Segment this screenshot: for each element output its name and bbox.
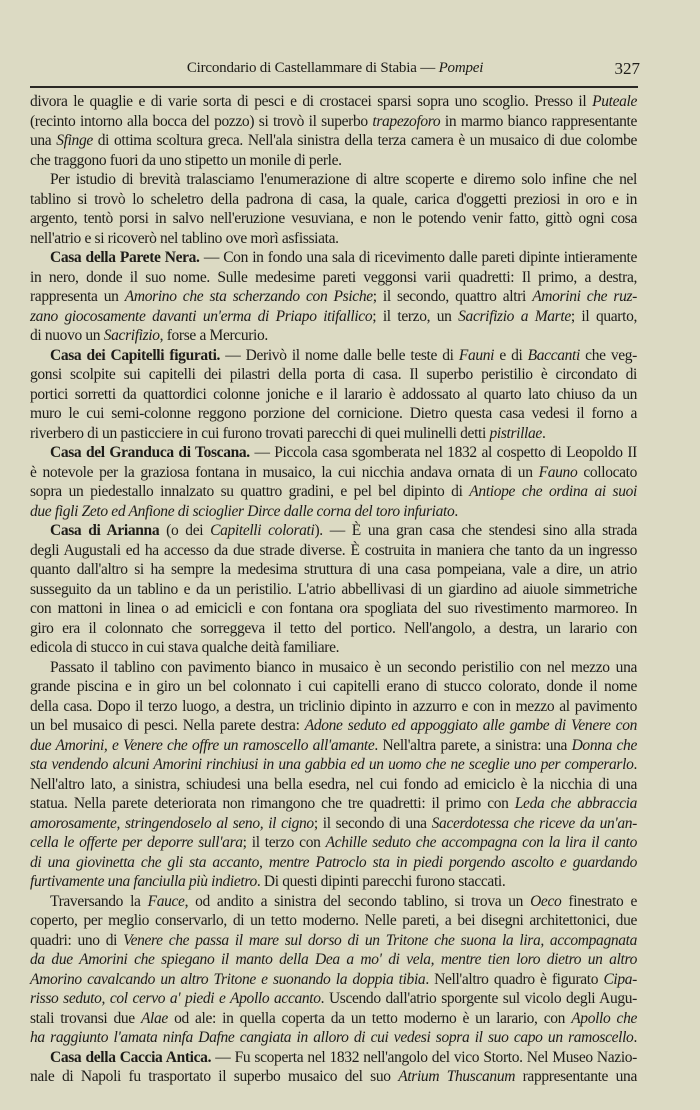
text-run: stali trovansi due (30, 1009, 141, 1027)
running-title-place: Pompei (438, 60, 484, 76)
text-line (30, 989, 637, 1009)
text-line (30, 307, 637, 327)
text-line (30, 326, 637, 346)
text-run: che traggono fuori da uno stipetto un monile di perle. (30, 151, 342, 169)
text-line (30, 521, 637, 541)
text-line (30, 911, 637, 931)
text-run: edicola di stucco in cui stava qualche deità familiare. (30, 639, 340, 656)
text-run: ). — È una gran casa che stendesi sino alla strada (314, 522, 637, 539)
text-run: . Nell'altra parete, a sinistra: una (374, 736, 572, 754)
text-run: statua. Nella parete deteriorata non rimangono che tre quadretti: il primo con (30, 795, 515, 812)
text-run: in nero, donde il suo nome. Sulle medesime pareti veggonsi varii quadretti: Il primo, a destra, (30, 268, 637, 286)
text-run: giro era il colonnato che sorreggeva il tetto del portico. Nell'angolo, a destra, un larario con (30, 619, 637, 637)
text-line (30, 814, 637, 834)
text-run: . Nell'altro quadro è figurato (425, 970, 604, 988)
text-line (30, 658, 637, 678)
text-run: una (30, 132, 57, 149)
text-run: (recinto intorno alla bocca del pozzo) si trovò il superbo (30, 112, 373, 130)
text-line (30, 755, 637, 775)
italic-text: due Amorini, e Venere che offre un ramoscello all'amante (30, 736, 375, 754)
running-header (30, 60, 640, 82)
text-run: che veg- (579, 346, 637, 364)
text-line (30, 287, 637, 307)
text-run: Traversando la (50, 892, 148, 910)
text-run: collocato (577, 463, 638, 481)
text-line (30, 424, 637, 444)
italic-text: Oeco (530, 892, 562, 910)
italic-text: Sacerdotessa che riceve da un'an- (431, 814, 637, 832)
text-line (30, 619, 637, 639)
italic-text: Alae (140, 1009, 168, 1027)
bold-heading-text: Casa del Granduca di Toscana. (50, 444, 250, 461)
italic-text: Venere che passa il mare sul dorso di un Tritone che suona la lira, accompagnata (123, 931, 637, 949)
italic-text: Donna che (571, 736, 637, 754)
text-line (30, 833, 637, 853)
italic-text: Apollo che (571, 1009, 638, 1027)
text-run: è notevole per la graziosa fontana in musaico, la cui nicchia andava ornata di un (30, 463, 539, 481)
text-run: in marmo bianco rappresentante (440, 112, 637, 130)
text-run: Passato il tablino con pavimento bianco in musaico è un secondo peristilio con nel mezzo una (50, 658, 637, 676)
text-run: ; il terzo, un (372, 307, 459, 325)
italic-text: sta vendendo alcuni Amorini rinchiusi in una gabbia ed un uomo che ne sceglie uno per comperarlo (30, 756, 634, 773)
italic-text: da due Amorini che spiegano il manto della Dea a mo' di vela, mentre tien loro dietro un altro (30, 951, 637, 968)
text-line (30, 638, 637, 658)
italic-text: due figli Zeto ed Anfione di scioglier Dirce dalle corna del toro infuriato (30, 502, 455, 520)
italic-text: cella le offerte per deporre sull'ara (30, 834, 243, 851)
bold-heading-text: Casa di Arianna (50, 522, 160, 539)
text-run: nell'atrio e si ricoverò nel tablino ove morì asfissiata. (30, 229, 339, 247)
text-run: , od andito a sinistra del secondo tablino, si trova un (184, 892, 531, 910)
text-run: ; il terzo con (242, 834, 326, 851)
bold-heading-text: Casa della Parete Nera. (50, 249, 200, 266)
text-run: . Di questi dipinti parecchi furono staccati. (256, 873, 506, 890)
text-run: divora le quaglie e di varie sorta di pesci e di crostacei sparsi sopra uno scoglio. Presso il (30, 93, 593, 110)
text-run: ; il quarto, (570, 307, 637, 325)
text-run: quanto dall'altro si ha sempre la medesima struttura di una casa pompeiana, vale a dire, un atrio (30, 561, 637, 578)
italic-text: Baccanti (527, 346, 580, 364)
text-run: rappresenta un (30, 288, 125, 305)
text-run: gonsi scolpite sui capitelli dei pilastri della porta di casa. Il superbo peristilio è circondato di (30, 366, 637, 383)
text-run: riverbero di un pasticciere in cui furono trovati parecchi di quei mulinelli detti (30, 424, 490, 442)
text-run: tablino si trovò lo scheletro della padrona di casa, la quale, carica d'oggetti preziosi in oro e in (30, 190, 637, 208)
text-run: un bel musaico di pesci. Nella parete destra: (30, 717, 305, 734)
text-run: Nell'altro lato, a sinistra, schiudesi una bella esedra, nel cui fondo ad emiciclo è la nicchia di una (30, 775, 637, 793)
text-run: (o dei (159, 522, 211, 539)
text-line (30, 385, 637, 405)
text-line (30, 229, 637, 249)
text-run: e di (494, 346, 528, 364)
text-run: sopra un piedestallo innalzato su quattro gradini, e pel bel dipinto di (30, 483, 470, 500)
italic-text: Atrium Thuscanum (398, 1068, 516, 1085)
text-line (30, 580, 637, 600)
italic-text: Amorino che sta scherzando con Psiche (124, 288, 373, 305)
text-run: susseguito da un tablino e da un peristilio. L'atrio abbellivasi di un giardino ad aiuole simmetriche (30, 580, 637, 598)
text-run: portici sorretti da quattordici colonne joniche e il larario è addossato al quarto lato chiuso da un (30, 385, 637, 403)
text-run: muro le cui semi-colonne reggono porzione del cornicione. Dietro questa casa vedesi il forno a (30, 405, 637, 422)
text-line (30, 151, 637, 171)
text-line (30, 853, 637, 873)
text-line (30, 950, 637, 970)
text-run: con mattoni in linea o ad emicicli e con fontana ora spogliata del suo rivestimento marmoreo. In (30, 600, 637, 617)
italic-text: Sacrifizio (103, 327, 160, 344)
text-line (30, 736, 637, 756)
text-run: od ale: in quella coperta da un tetto moderno è un larario, con (167, 1009, 572, 1027)
text-run: di nuovo un (30, 327, 104, 344)
italic-text: Amorino cavalcando un altro Tritone e suonando la doppia tibia (30, 970, 426, 988)
text-run: . Uscendo dall'atrio sporgente sul vicolo degli Augu- (320, 990, 637, 1007)
text-line (30, 404, 637, 424)
text-line (30, 248, 637, 268)
text-line (30, 1028, 637, 1048)
running-title-text: Circondario di Castellammare di Stabia — (186, 60, 439, 76)
bold-heading-text: Casa dei Capitelli figurati. (50, 346, 221, 364)
text-line (30, 1067, 637, 1087)
italic-text: Capitelli colorati (210, 522, 315, 539)
text-line (30, 502, 637, 522)
text-run: — Fu scoperta nel 1832 nell'angolo del vico Storto. Nel Museo Nazio- (211, 1048, 637, 1066)
text-line (30, 1048, 637, 1068)
text-line (30, 794, 637, 814)
text-line (30, 716, 637, 736)
text-line (30, 268, 637, 288)
italic-text: risso seduto, col cervo a' piedi e Apollo accanto (30, 990, 321, 1007)
italic-text: Cipa- (603, 970, 637, 988)
italic-text: ha raggiunto l'amata ninfa Dafne cangiata in alloro di cui vedesi sopra il suo capo un ramoscello (30, 1029, 634, 1046)
text-line (30, 190, 637, 210)
text-run: . (633, 1029, 637, 1046)
text-run: . (541, 424, 546, 442)
text-run: degli Augustali ed ha accesso da due strade diverse. È costruita in maniera che tanto da un ingresso (30, 541, 637, 559)
page-number: 327 (614, 59, 640, 78)
text-run: di ottima scoltura greca. Nell'ala sinistra della terza camera è un musaico di due colombe (92, 132, 637, 149)
text-run: — Piccola casa sgomberata nel 1832 al cospetto di Leopoldo II (249, 444, 637, 461)
text-line (30, 131, 637, 151)
text-run: . (454, 502, 458, 520)
italic-text: amorosamente, stringendoselo al seno, il cigno (30, 814, 314, 832)
text-line (30, 92, 637, 112)
bold-heading-text: Casa della Caccia Antica. (50, 1048, 212, 1066)
text-line (30, 170, 637, 190)
text-line (30, 892, 637, 912)
text-line (30, 365, 637, 385)
italic-text: Fauce (147, 892, 185, 910)
italic-text: Antiope che ordina ai suoi (469, 483, 637, 500)
header-rule (30, 86, 638, 88)
text-line (30, 931, 637, 951)
text-run: — Con in fondo una sala di ricevimento dalle pareti dipinte intieramente (199, 249, 638, 266)
text-line (30, 677, 637, 697)
italic-text: Sacrifizio a Marte (458, 307, 571, 325)
text-line (30, 463, 637, 483)
text-line (30, 112, 637, 132)
text-run: argento, tentò porsi in salvo nell'eruzione vesuviana, e non le potendo venir fatto, gittò ogni cosa (30, 210, 637, 227)
text-line (30, 346, 637, 366)
text-run: , forse a Mercurio. (159, 327, 268, 344)
text-line (30, 599, 637, 619)
text-run: rappresentante una (515, 1068, 637, 1085)
italic-text: Achille seduto che accompagna con la lira il canto (325, 834, 637, 851)
italic-text: Leda che abbraccia (514, 795, 637, 812)
text-line (30, 1009, 637, 1029)
italic-text: Fauni (458, 346, 495, 364)
italic-text: Sfinge (56, 132, 93, 149)
text-run: ; il secondo di una (313, 814, 432, 832)
text-line (30, 541, 637, 561)
text-run: — Derivò il nome dalle belle teste di (220, 346, 459, 364)
italic-text: Fauno (538, 463, 578, 481)
running-title (30, 60, 640, 77)
text-run: grande piscina e in giro un bel colonnato i cui capitelli erano di stucco colorato, donde il nome (30, 678, 637, 695)
text-line (30, 560, 637, 580)
text-line (30, 697, 637, 717)
italic-text: Puteale (592, 93, 637, 110)
italic-text: di una giovinetta che gli sta accanto, mentre Patroclo sta in piedi porgendo ascolto e guardando (30, 853, 637, 871)
italic-text: furtivamente una fanciulla più indietro (30, 873, 257, 890)
italic-text: zano giocosamente davanti un'erma di Priapo itifallico (30, 307, 373, 325)
text-run: Per istudio di brevità tralasciamo l'enumerazione di altre scoperte e diremo solo infine che nel (50, 171, 637, 188)
italic-text: Adone seduto ed appoggiato alle gambe di Venere con (304, 717, 638, 734)
text-run: della casa. Dopo il terzo luogo, a destra, un triclinio dipinto in azzurro e con in mezzo al pavimento (30, 697, 637, 715)
text-run: quadri: uno di (30, 931, 124, 949)
text-run: coperto, per meglio conservarlo, di un tetto moderno. Nelle pareti, a bei disegni architettonici, due (30, 912, 637, 929)
text-line (30, 775, 637, 795)
text-line (30, 970, 637, 990)
text-line (30, 482, 637, 502)
text-line (30, 443, 637, 463)
text-line (30, 209, 637, 229)
italic-text: pistrillae (489, 424, 542, 442)
page-body-text (30, 92, 637, 1087)
italic-text: trapezoforo (372, 112, 441, 130)
italic-text: Amorini che ruz- (532, 288, 637, 305)
text-run: ; il secondo, quattro altri (372, 288, 533, 305)
text-run: finestrato e (561, 892, 637, 910)
text-run: nale di Napoli fu trasportato il superbo musaico del suo (30, 1068, 399, 1085)
text-run: . (633, 756, 637, 773)
text-line (30, 872, 637, 892)
